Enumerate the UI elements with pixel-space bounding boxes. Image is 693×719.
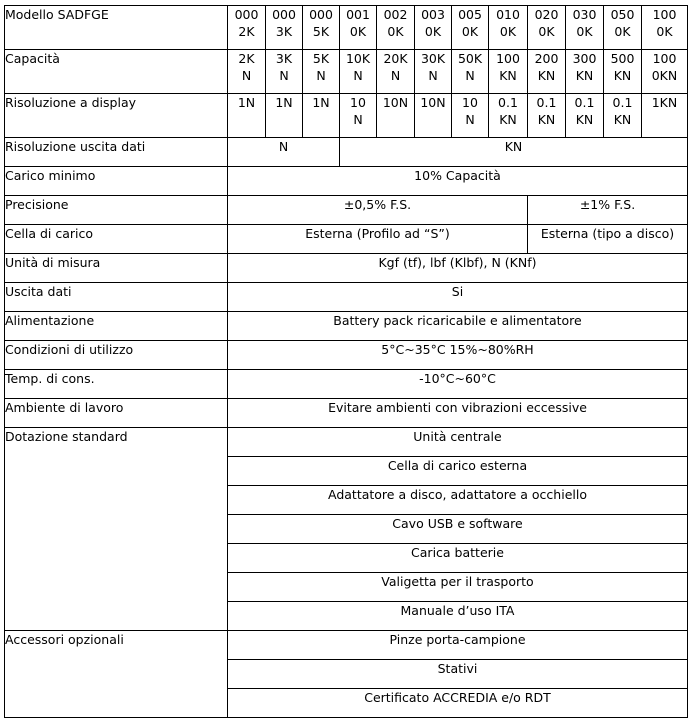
row-label: Temp. di cons. [5, 370, 228, 399]
cell-line: N [428, 68, 438, 83]
model-cell [604, 50, 642, 94]
model-cell [266, 50, 303, 94]
cell-line: 30K [420, 51, 446, 66]
row-models [5, 6, 688, 50]
model-cell [377, 50, 415, 94]
cell-line: 0K [538, 24, 555, 39]
value-cell: 10% Capacità [228, 167, 688, 196]
model-cell [340, 6, 377, 50]
cell-line: 10 [462, 95, 478, 110]
model-cell [266, 6, 303, 50]
row-label: Precisione [5, 196, 228, 225]
cell-line: 001 [346, 7, 370, 22]
cell-line: KN [537, 68, 556, 83]
value-cell: 5°C~35°C 15%~80%RH [228, 341, 688, 370]
cell-line: 0K [576, 24, 593, 39]
list-item: Valigetta per il trasporto [228, 573, 688, 602]
model-cell [415, 50, 452, 94]
model-cell [266, 94, 303, 138]
cell-line: 5K [312, 24, 330, 39]
cell-line: 0K [656, 24, 673, 39]
model-cell [228, 6, 266, 50]
value-cell: Esterna (Profilo ad “S”) [228, 225, 528, 254]
row-optional [5, 631, 688, 660]
cell-line: 2K [238, 51, 255, 66]
cell-line: 1N [275, 95, 293, 110]
cell-line: 100 [652, 7, 677, 22]
value-cell: KN [340, 138, 688, 167]
cell-line: 0.1 [574, 95, 595, 110]
cell-line: 50K [457, 51, 483, 66]
row-label: Risoluzione uscita dati [5, 138, 228, 167]
model-cell [340, 94, 377, 138]
value-cell: Si [228, 283, 688, 312]
value-cell: Battery pack ricaricabile e alimentatore [228, 312, 688, 341]
model-cell [528, 6, 566, 50]
list-item: Adattatore a disco, adattatore a occhiello [228, 486, 688, 515]
row-label: Modello SADFGE [5, 6, 228, 50]
row-label: Uscita dati [5, 283, 228, 312]
model-cell [228, 94, 266, 138]
cell-line: 003 [421, 7, 445, 22]
cell-line: 005 [458, 7, 482, 22]
model-cell [604, 6, 642, 50]
cell-line: 0K [424, 24, 442, 39]
list-item: Manuale d’uso ITA [228, 602, 688, 631]
cell-line: 0K [461, 24, 479, 39]
value-cell: ±1% F.S. [528, 196, 688, 225]
list-item: Unità centrale [228, 428, 688, 457]
cell-line: 500 [610, 51, 635, 66]
cell-line: 0K [349, 24, 367, 39]
list-item: Cella di carico esterna [228, 457, 688, 486]
model-cell [489, 50, 528, 94]
cell-line: 030 [572, 7, 597, 22]
cell-line: 020 [534, 7, 559, 22]
list-item: Stativi [228, 660, 688, 689]
value-cell: -10°C~60°C [228, 370, 688, 399]
model-cell [566, 94, 604, 138]
model-cell [452, 94, 489, 138]
value-cell: Kgf (tf), lbf (Klbf), N (KNf) [228, 254, 688, 283]
cell-line: 0.1 [536, 95, 557, 110]
row-label: Unità di misura [5, 254, 228, 283]
cell-line: 10N [420, 95, 446, 110]
model-cell [604, 94, 642, 138]
row-units [5, 254, 688, 283]
row-label: Carico minimo [5, 167, 228, 196]
list-item: Cavo USB e software [228, 515, 688, 544]
row-capacity [5, 50, 688, 94]
cell-line: 0.1 [498, 95, 518, 110]
model-cell [452, 50, 489, 94]
model-cell [452, 6, 489, 50]
model-cell [566, 6, 604, 50]
cell-line: 000 [309, 7, 333, 22]
cell-line: KN [613, 68, 632, 83]
cell-line: N [390, 68, 401, 83]
cell-line: 0.1 [612, 95, 633, 110]
row-load-cell [5, 225, 688, 254]
value-cell: N [228, 138, 340, 167]
cell-line: 0KN [651, 68, 678, 83]
cell-line: N [465, 112, 475, 127]
model-cell [528, 94, 566, 138]
cell-line: 0K [614, 24, 631, 39]
model-cell [377, 94, 415, 138]
model-cell [489, 6, 528, 50]
list-item: Pinze porta-campione [228, 631, 688, 660]
cell-line: KN [575, 68, 594, 83]
cell-line: 3K [275, 51, 293, 66]
model-cell [642, 94, 688, 138]
cell-line: KN [499, 68, 517, 83]
cell-line: 0K [499, 24, 517, 39]
list-item: Carica batterie [228, 544, 688, 573]
model-cell [415, 6, 452, 50]
value-cell: Esterna (tipo a disco) [528, 225, 688, 254]
cell-line: N [353, 112, 363, 127]
cell-line: 1N [237, 95, 256, 110]
cell-line: 100 [496, 51, 520, 66]
cell-line: 010 [496, 7, 520, 22]
list-item: Certificato ACCREDIA e/o RDT [228, 689, 688, 718]
model-cell [303, 50, 340, 94]
model-cell [489, 94, 528, 138]
row-label: Dotazione standard [5, 428, 228, 631]
cell-line: 100 [652, 51, 677, 66]
model-cell [642, 6, 688, 50]
cell-line: 000 [272, 7, 296, 22]
row-label: Risoluzione a display [5, 94, 228, 138]
cell-line: 5K [312, 51, 330, 66]
model-cell [566, 50, 604, 94]
cell-line: N [465, 68, 475, 83]
cell-line: N [241, 68, 252, 83]
cell-line: N [316, 68, 326, 83]
model-cell [340, 50, 377, 94]
cell-line: 1KN [651, 95, 678, 110]
cell-line: 000 [234, 7, 259, 22]
model-cell [303, 6, 340, 50]
row-label: Alimentazione [5, 312, 228, 341]
cell-line: KN [537, 112, 556, 127]
cell-line: 050 [610, 7, 635, 22]
row-standard [5, 428, 688, 457]
cell-line: KN [613, 112, 632, 127]
cell-line: KN [499, 112, 517, 127]
cell-line: 1N [312, 95, 330, 110]
row-display-resolution [5, 94, 688, 138]
value-cell: Evitare ambienti con vibrazioni eccessive [228, 399, 688, 428]
cell-line: 3K [275, 24, 293, 39]
model-cell [528, 50, 566, 94]
cell-line: 10 [350, 95, 366, 110]
model-cell [228, 50, 266, 94]
model-cell [642, 50, 688, 94]
model-cell [377, 6, 415, 50]
cell-line: 20K [383, 51, 408, 66]
cell-line: 002 [383, 7, 408, 22]
cell-line: 10N [382, 95, 409, 110]
row-label: Capacità [5, 50, 228, 94]
cell-line: N [353, 68, 363, 83]
model-cell [415, 94, 452, 138]
row-label: Cella di carico [5, 225, 228, 254]
row-output-resolution [5, 138, 688, 167]
row-power [5, 312, 688, 341]
row-data-output [5, 283, 688, 312]
cell-line: 200 [534, 51, 559, 66]
row-conditions [5, 341, 688, 370]
row-storage-temp [5, 370, 688, 399]
spec-table [4, 5, 688, 718]
model-cell [303, 94, 340, 138]
cell-line: KN [575, 112, 594, 127]
cell-line: 0K [387, 24, 404, 39]
row-label: Condizioni di utilizzo [5, 341, 228, 370]
row-precision [5, 196, 688, 225]
row-label: Ambiente di lavoro [5, 399, 228, 428]
cell-line: 10K [345, 51, 371, 66]
cell-line: 300 [572, 51, 597, 66]
cell-line: 2K [238, 24, 255, 39]
row-label: Accessori opzionali [5, 631, 228, 718]
row-environment [5, 399, 688, 428]
cell-line: N [279, 68, 289, 83]
value-cell: ±0,5% F.S. [228, 196, 528, 225]
row-min-load [5, 167, 688, 196]
